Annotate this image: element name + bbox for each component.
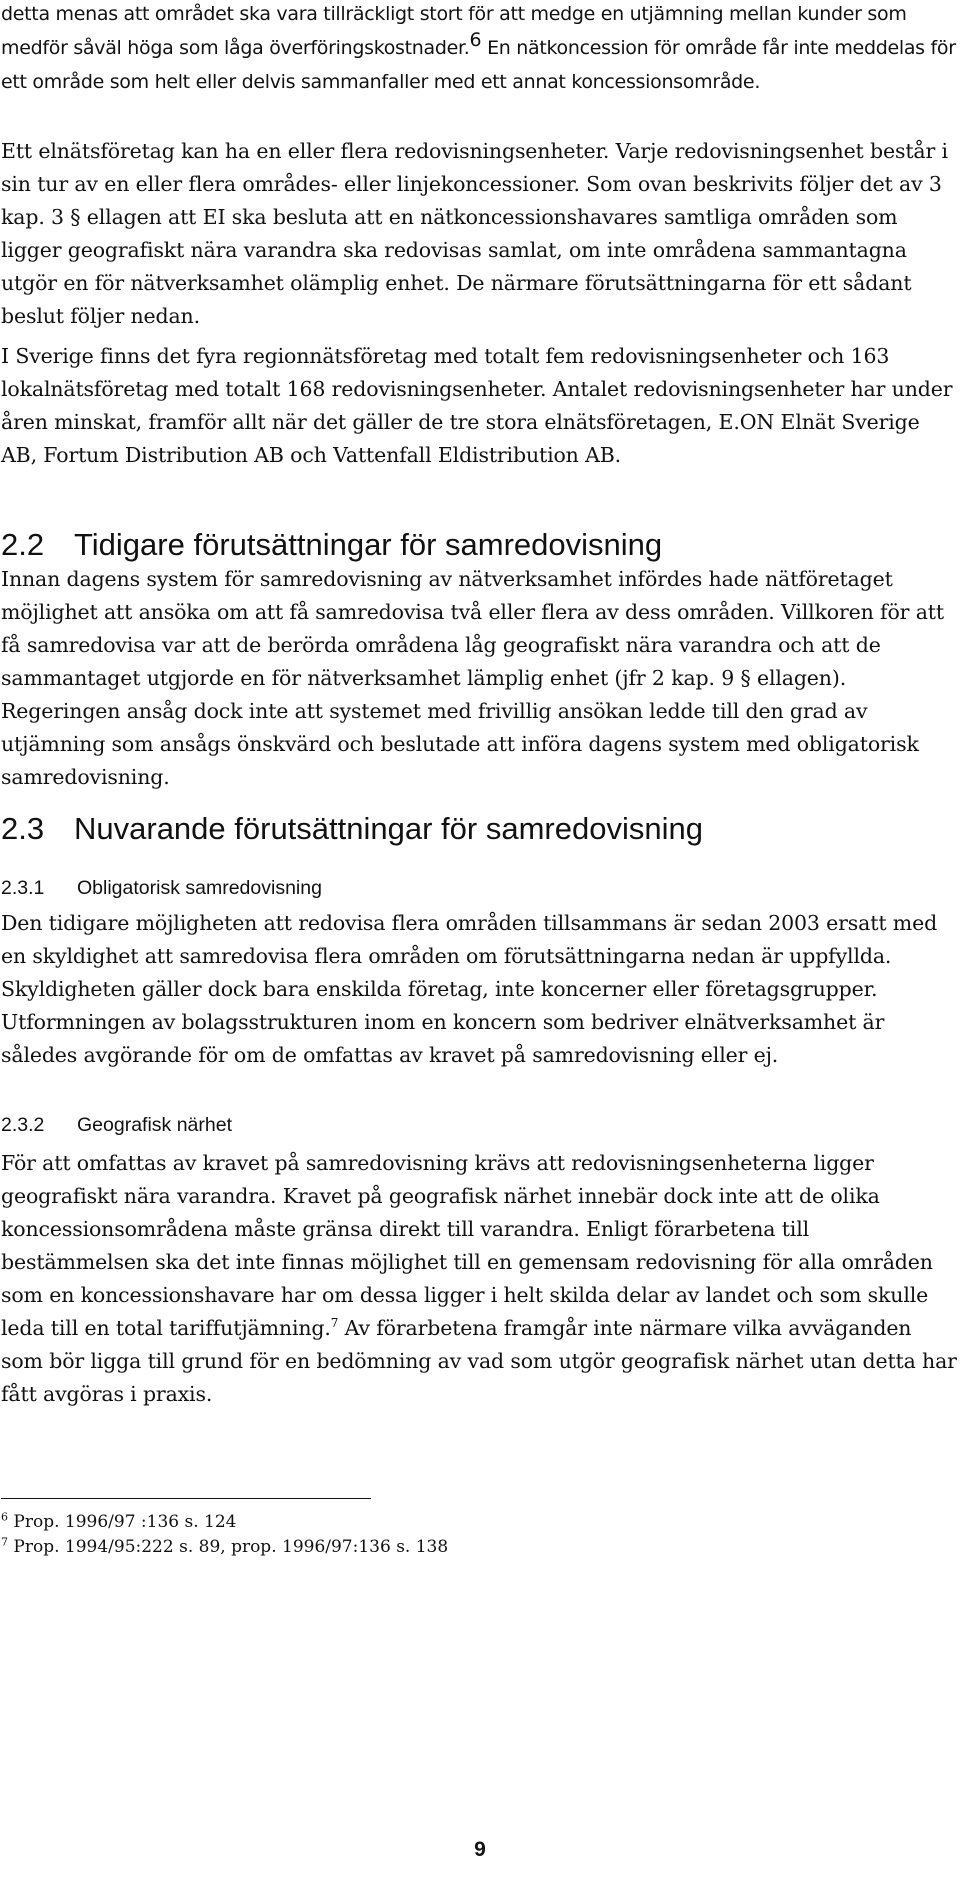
heading-text: Nuvarande förutsättningar för samredovisning [74,811,703,846]
footnote-ref-7: 7 [330,1316,339,1331]
footnote-text: Prop. 1994/95:222 s. 89, prop. 1996/97:136 s. 138 [8,1537,449,1557]
paragraph-area-size [1,0,959,99]
footnote-separator [1,1498,371,1499]
footnote-ref-6: 6 [469,29,482,52]
section-heading-2-3 [1,809,703,849]
section-heading-2-2 [1,525,662,565]
heading-text: Tidigare förutsättningar för samredovisning [74,527,663,562]
paragraph-redovisningsenheter: Ett elnätsföretag kan ha en eller flera redovisningsenheter. Varje redovisningsenhet består i sin tur av en eller flera områdes- eller linjekoncessioner. Som ovan beskrivits följer det av 3 kap. 3 § ellagen att EI ska besluta att en nätkoncessionshavares samtliga områden som ligger geografiskt nära varandra ska redovisas samlat, om inte områdena sammantagna utgör en för nätverksamhet olämplig enhet. De närmare förutsättningarna för ett sådant beslut följer nedan. [1,139,948,328]
footnote-marker: 7 [1,1535,8,1549]
paragraph-geografisk [1,1147,959,1411]
paragraph-tidigare: Innan dagens system för samredovisning av nätverksamhet infördes hade nätföretaget möjlighet att ansöka om att få samredovisa två eller flera av dess områden. Villkoren för att få samredovisa var att de berörda områdena låg geografiskt nära varandra och att de sammantaget utgjorde en för nätverksamhet lämplig enhet (jfr 2 kap. 9 § ellagen). Regeringen ansåg dock inte att systemet med frivillig ansökan ledde till den grad av utjämning som ansågs önskvärd och beslutade att införa dagens system med obligatorisk samredovisning. [1,567,944,789]
paragraph-obligatorisk: Den tidigare möjligheten att redovisa flera områden tillsammans är sedan 2003 ersatt med en skyldighet att samredovisa flera områden om förutsättningarna nedan är uppfyllda. Skyldigheten gäller dock bara enskilda företag, inte koncerner eller företagsgrupper. Utformningen av bolagsstrukturen inom en koncern som bedriver elnätverksamhet är således avgörande för om de omfattas av kravet på samredovisning eller ej. [1,911,938,1067]
paragraph-sverige: I Sverige finns det fyra regionnätsföretag med totalt fem redovisningsenheter och 163 lokalnätsföretag med totalt 168 redovisningsenheter. Antalet redovisningsenheter har under åren minskat, framför allt när det gäller de tre stora elnätsföretagen, E.ON Elnät Sverige AB, Fortum Distribution AB och Vattenfall Eldistribution AB. [1,344,953,467]
section-heading-2-3-1 [1,875,322,901]
footnote-marker: 6 [1,1510,8,1524]
heading-number: 2.3 [1,811,45,846]
page-number: 9 [474,1838,486,1861]
heading-text: Geografisk närhet [77,1114,233,1136]
heading-number: 2.2 [1,527,45,562]
footnote-6 [1,1510,236,1534]
footnote-text: Prop. 1996/97 :136 s. 124 [8,1512,237,1532]
paragraph-text: En nätkoncession för område får inte meddelas för ett område som helt eller delvis sammanfaller med ett annat koncessionsområde. [1,37,956,93]
paragraph-text: För att omfattas av kravet på samredovisning krävs att redovisningsenheterna ligger geografiskt nära varandra. Kravet på geografisk närhet innebär dock inte att de olika koncessionsområdena måste gränsa direkt till varandra. Enligt förarbetena till bestämmelsen ska det inte finnas möjlighet till en gemensam redovisning för alla områden som en koncessionshavare har om dessa ligger i helt skilda delar av landet och som skulle leda till en total tariffutjämning. [1,1151,933,1340]
section-heading-2-3-2 [1,1112,232,1138]
paragraph-text: Av förarbetena framgår inte närmare vilka avväganden som bör ligga till grund för en bedömning av vad som utgör geografisk närhet utan detta har fått avgöras i praxis. [1,1316,957,1406]
heading-number: 2.3.1 [1,877,45,899]
paragraph-text: detta menas att området ska vara tillräckligt stort för att medge en utjämning mellan kunder som medför såväl höga som låga överföringskostnader. [1,3,907,59]
heading-number: 2.3.2 [1,1114,45,1136]
footnote-7 [1,1535,448,1559]
heading-text: Obligatorisk samredovisning [77,877,322,899]
